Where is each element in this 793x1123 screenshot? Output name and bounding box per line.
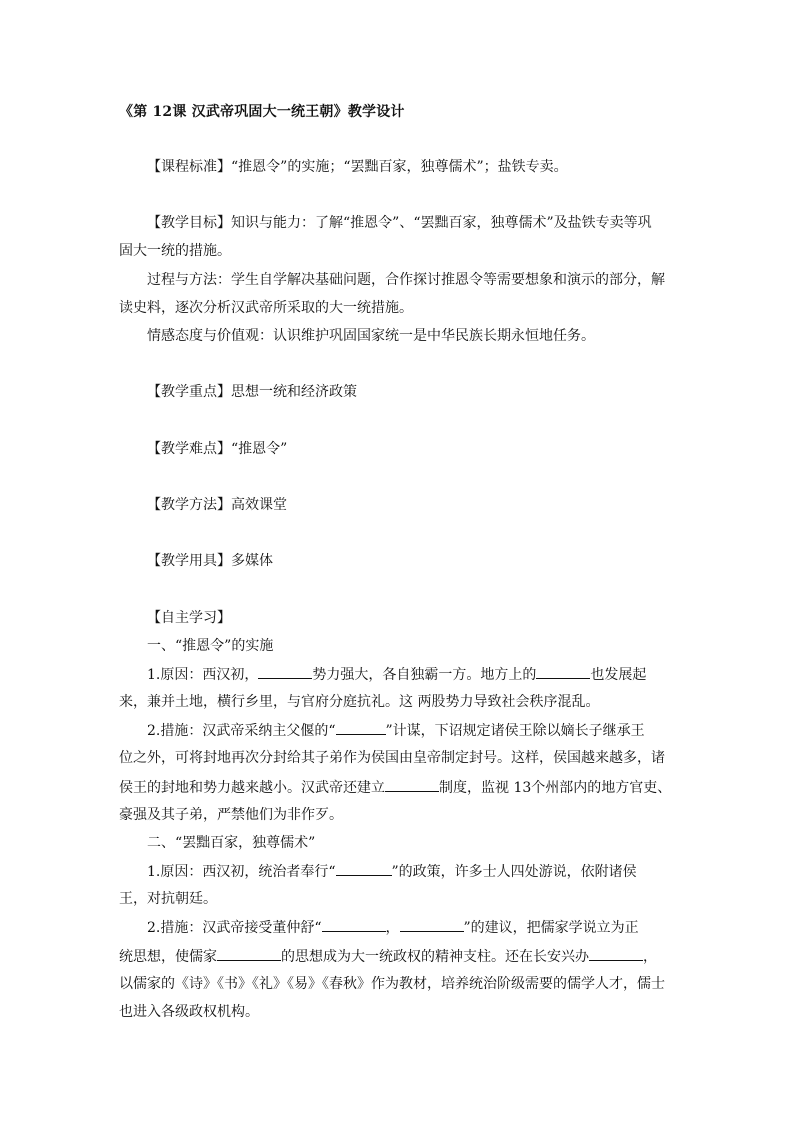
fill-blank[interactable] [589,946,643,961]
difficulty-label: 【教学难点】 [147,441,231,457]
section1-heading: 一、“推恩令”的实施 [147,638,274,654]
text-segment: 侯王的封地和势力越来越小。汉武帝还建立 [119,780,385,796]
text-segment: 势力强大，各自独霸一方。地方上的 [312,667,537,683]
text-segment: ， [385,920,400,936]
text-segment: 1.原因：西汉初，统治者奉行“ [147,864,336,880]
text-segment: ”的政策，许多士人四处游说，依附诸侯 [391,864,637,880]
fill-blank[interactable] [258,664,312,679]
text-segment: ”的建议，把儒家学说立为正 [463,920,639,936]
objectives-line-2: 固大一统的措施。 [119,243,231,259]
section1-measure-line-1 [147,720,645,741]
section1-measure-line-3 [119,777,671,798]
section1-reason-line-1 [147,664,646,685]
teaching-tools [147,551,273,571]
difficulty [147,439,287,459]
teaching-tools-text: 多媒体 [231,553,273,569]
difficulty-text: “推恩令” [231,441,288,457]
fill-blank[interactable] [322,917,386,932]
section1-measure-line-2: 位之外，可将封地再次分封给其子弟作为侯国由皇帝制定封号。这样，侯国越来越多，诸 [119,750,665,766]
section2-measure-line-1 [147,917,639,938]
key-point-label: 【教学重点】 [147,384,231,400]
self-study-label: 【自主学习】 [147,610,231,626]
section2-reason-line-2: 王，对抗朝廷。 [119,891,217,907]
text-segment: 制度，监视 13个州部内的地方官吏、 [439,780,672,796]
section1-reason-line-2: 来，兼并土地，横行乡里，与官府分庭抗礼。这 两股势力导致社会秩序混乱。 [119,694,600,710]
section2-measure-line-3: 以儒家的《诗》《书》《礼》《易》《春秋》作为教材，培养统治阶级需要的儒学人才，儒士 [119,976,665,992]
section2-reason-line-1 [147,861,637,882]
course-standard [147,157,568,177]
teaching-tools-label: 【教学用具】 [147,553,231,569]
document-title: 《第 12课 汉武帝巩固大一统王朝》教学设计 [119,104,405,120]
text-segment: 统思想，使儒家 [119,949,217,965]
course-standard-label: 【课程标准】 [147,159,231,175]
text-segment: 1.原因：西汉初， [147,667,259,683]
teaching-method-label: 【教学方法】 [147,497,231,513]
text-segment: ”计谋，下诏规定诸侯王除以嫡长子继承王 [385,723,645,739]
text-segment: ， [643,949,657,965]
teaching-method-text: 高效课堂 [231,497,287,513]
text-segment: 的思想成为大一统政权的精神支柱。还在长安兴办 [281,949,589,965]
fill-blank[interactable] [336,720,386,735]
objectives-line-1 [147,213,652,233]
fill-blank[interactable] [400,917,464,932]
section1-measure-line-4: 豪强及其子弟，严禁他们为非作歹。 [119,807,343,823]
fill-blank[interactable] [217,946,281,961]
key-point-text: 思想一统和经济政策 [231,384,357,400]
course-standard-text: “推恩令”的实施；“罢黜百家，独尊儒术”；盐铁专卖。 [231,159,568,175]
section2-measure-line-2 [119,946,657,967]
section2-measure-line-4: 也进入各级政权机构。 [119,1004,259,1020]
key-point [147,382,357,402]
section2-heading: 二、“罢黜百家，独尊儒术” [147,835,316,851]
fill-blank[interactable] [336,861,392,876]
objectives-process-1: 过程与方法：学生自学解决基础问题，合作探讨推恩令等需要想象和演示的部分，解 [147,272,665,288]
objectives-process-2: 读史料，逐次分析汉武帝所采取的大一统措施。 [119,300,413,316]
teaching-method [147,495,287,515]
objectives-knowledge: 知识与能力：了解“推恩令”、“罢黜百家，独尊儒术”及盐铁专卖等巩 [231,215,652,231]
text-segment: 也发展起 [590,667,647,683]
fill-blank[interactable] [385,777,439,792]
fill-blank[interactable] [536,664,590,679]
objectives-values: 情感态度与价值观：认识维护巩固国家统一是中华民族长期永恒地任务。 [147,328,595,344]
text-segment: 2.措施：汉武帝采纳主父偃的“ [147,723,336,739]
text-segment: 2.措施：汉武帝接受董仲舒“ [147,920,322,936]
objectives-label: 【教学目标】 [147,215,231,231]
